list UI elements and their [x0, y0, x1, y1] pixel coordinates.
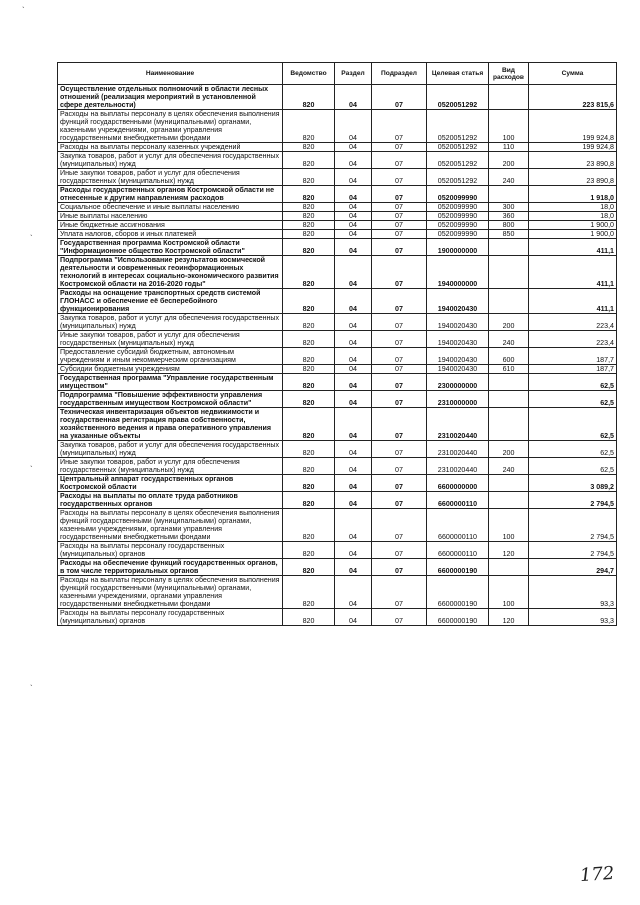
budget-table: [57, 62, 617, 626]
cell-podrazdel: 07: [372, 314, 427, 331]
table-row: [58, 169, 617, 186]
cell-sum: 2 794,5: [529, 542, 617, 559]
cell-sum: 62,5: [529, 441, 617, 458]
cell-name: Закупка товаров, работ и услуг для обеспечения государственных (муниципальных) нужд: [58, 441, 283, 458]
cell-target-article: 0520099990: [427, 230, 489, 239]
cell-name: Расходы на выплаты по оплате труда работников государственных органов: [58, 492, 283, 509]
cell-vedomstvo: 820: [283, 221, 335, 230]
cell-expense-type: 300: [489, 203, 529, 212]
table-row: [58, 576, 617, 609]
cell-vedomstvo: 820: [283, 152, 335, 169]
table-header-row: [58, 63, 617, 85]
margin-mark: `: [30, 465, 33, 474]
cell-podrazdel: 07: [372, 441, 427, 458]
cell-expense-type: 850: [489, 230, 529, 239]
table-row: [58, 256, 617, 289]
cell-vedomstvo: 820: [283, 559, 335, 576]
table-row: [58, 289, 617, 314]
table-row: [58, 509, 617, 542]
cell-expense-type: 100: [489, 110, 529, 143]
cell-razdel: 04: [335, 314, 372, 331]
table-row: [58, 239, 617, 256]
cell-expense-type: 800: [489, 221, 529, 230]
header-vedomstvo: Ведомство: [283, 63, 335, 85]
cell-razdel: 04: [335, 509, 372, 542]
cell-podrazdel: 07: [372, 408, 427, 441]
cell-vedomstvo: 820: [283, 169, 335, 186]
margin-mark: `: [30, 684, 33, 693]
cell-target-article: 6600000110: [427, 492, 489, 509]
cell-razdel: 04: [335, 110, 372, 143]
cell-sum: 294,7: [529, 559, 617, 576]
cell-vedomstvo: 820: [283, 143, 335, 152]
cell-vedomstvo: 820: [283, 85, 335, 110]
cell-expense-type: [489, 475, 529, 492]
cell-name: Закупка товаров, работ и услуг для обеспечения государственных (муниципальных) нужд: [58, 152, 283, 169]
cell-razdel: 04: [335, 143, 372, 152]
cell-podrazdel: 07: [372, 509, 427, 542]
cell-razdel: 04: [335, 374, 372, 391]
cell-target-article: 6600000190: [427, 559, 489, 576]
cell-sum: 3 089,2: [529, 475, 617, 492]
cell-podrazdel: 07: [372, 212, 427, 221]
cell-expense-type: 240: [489, 331, 529, 348]
cell-vedomstvo: 820: [283, 441, 335, 458]
cell-expense-type: 200: [489, 152, 529, 169]
cell-target-article: 6600000190: [427, 576, 489, 609]
cell-name: Центральный аппарат государственных органов Костромской области: [58, 475, 283, 492]
header-target-article: Целевая статья: [427, 63, 489, 85]
cell-vedomstvo: 820: [283, 203, 335, 212]
table-body: [58, 85, 617, 626]
cell-expense-type: 100: [489, 509, 529, 542]
cell-vedomstvo: 820: [283, 391, 335, 408]
cell-sum: 18,0: [529, 203, 617, 212]
cell-sum: 23 890,8: [529, 152, 617, 169]
cell-podrazdel: 07: [372, 230, 427, 239]
table-row: [58, 374, 617, 391]
cell-name: Подпрограмма "Использование результатов космической деятельности и современных геоинформационных технологий в интересах социально-экономического развития Костромской области на 2016-2020 годы": [58, 256, 283, 289]
cell-expense-type: 110: [489, 143, 529, 152]
cell-target-article: 0520051292: [427, 85, 489, 110]
table-row: [58, 314, 617, 331]
cell-vedomstvo: 820: [283, 374, 335, 391]
cell-expense-type: [489, 492, 529, 509]
cell-expense-type: 200: [489, 441, 529, 458]
cell-name: Расходы на выплаты персоналу в целях обеспечения выполнения функций государственными (муниципальными) органами, казенными учреждениями, органами управления государственными внебюджетными фондами: [58, 576, 283, 609]
cell-target-article: 6600000110: [427, 542, 489, 559]
cell-target-article: 1940020430: [427, 314, 489, 331]
cell-expense-type: [489, 256, 529, 289]
cell-expense-type: 240: [489, 458, 529, 475]
cell-sum: 187,7: [529, 365, 617, 374]
table-row: [58, 475, 617, 492]
cell-target-article: 0520051292: [427, 143, 489, 152]
cell-name: Субсидии бюджетным учреждениям: [58, 365, 283, 374]
margin-mark: `: [30, 234, 33, 243]
cell-target-article: 1900000000: [427, 239, 489, 256]
cell-name: Подпрограмма "Повышение эффективности управления государственным имуществом Костромской области": [58, 391, 283, 408]
cell-target-article: 2310000000: [427, 391, 489, 408]
cell-vedomstvo: 820: [283, 492, 335, 509]
cell-name: Осуществление отдельных полномочий в области лесных отношений (реализация мероприятий в установленной сфере деятельности): [58, 85, 283, 110]
cell-sum: 62,5: [529, 408, 617, 441]
table-row: [58, 458, 617, 475]
cell-sum: 199 924,8: [529, 110, 617, 143]
cell-target-article: 0520051292: [427, 169, 489, 186]
cell-razdel: 04: [335, 239, 372, 256]
cell-expense-type: 600: [489, 348, 529, 365]
cell-sum: 223,4: [529, 331, 617, 348]
cell-vedomstvo: 820: [283, 230, 335, 239]
cell-vedomstvo: 820: [283, 609, 335, 626]
cell-podrazdel: 07: [372, 609, 427, 626]
header-podrazdel: Подраздел: [372, 63, 427, 85]
cell-target-article: 0520099990: [427, 186, 489, 203]
cell-podrazdel: 07: [372, 458, 427, 475]
cell-podrazdel: 07: [372, 391, 427, 408]
cell-sum: 1 918,0: [529, 186, 617, 203]
table-row: [58, 542, 617, 559]
cell-expense-type: [489, 85, 529, 110]
table-row: [58, 152, 617, 169]
cell-razdel: 04: [335, 609, 372, 626]
cell-name: Иные закупки товаров, работ и услуг для обеспечения государственных (муниципальных) нужд: [58, 458, 283, 475]
cell-vedomstvo: 820: [283, 212, 335, 221]
cell-name: Техническая инвентаризация объектов недвижимости и государственная регистрация права собственности, хозяйственного ведения и права оперативного управления на указанные объекты: [58, 408, 283, 441]
cell-vedomstvo: 820: [283, 475, 335, 492]
cell-razdel: 04: [335, 348, 372, 365]
cell-sum: 199 924,8: [529, 143, 617, 152]
cell-target-article: 1940000000: [427, 256, 489, 289]
cell-target-article: 0520099990: [427, 221, 489, 230]
cell-name: Уплата налогов, сборов и иных платежей: [58, 230, 283, 239]
table-row: [58, 365, 617, 374]
header-expense-type: Вид расходов: [489, 63, 529, 85]
cell-podrazdel: 07: [372, 475, 427, 492]
page-number: 172: [578, 862, 615, 887]
table-row: [58, 559, 617, 576]
cell-target-article: 1940020430: [427, 289, 489, 314]
cell-expense-type: [489, 289, 529, 314]
table-row: [58, 492, 617, 509]
cell-podrazdel: 07: [372, 110, 427, 143]
cell-target-article: 1940020430: [427, 365, 489, 374]
table-row: [58, 331, 617, 348]
cell-podrazdel: 07: [372, 289, 427, 314]
cell-target-article: 2310020440: [427, 458, 489, 475]
cell-sum: 2 794,5: [529, 509, 617, 542]
cell-target-article: 0520099990: [427, 203, 489, 212]
table-row: [58, 609, 617, 626]
cell-vedomstvo: 820: [283, 365, 335, 374]
cell-vedomstvo: 820: [283, 239, 335, 256]
cell-expense-type: 610: [489, 365, 529, 374]
cell-target-article: 2310020440: [427, 441, 489, 458]
cell-name: Расходы на обеспечение функций государственных органов, в том числе территориальных органов: [58, 559, 283, 576]
cell-sum: 411,1: [529, 256, 617, 289]
header-razdel: Раздел: [335, 63, 372, 85]
cell-podrazdel: 07: [372, 256, 427, 289]
cell-sum: 1 900,0: [529, 230, 617, 239]
cell-name: Расходы на выплаты персоналу государственных (муниципальных) органов: [58, 609, 283, 626]
cell-target-article: 2300000000: [427, 374, 489, 391]
cell-sum: 187,7: [529, 348, 617, 365]
cell-sum: 223,4: [529, 314, 617, 331]
table-row: [58, 85, 617, 110]
cell-sum: 62,5: [529, 391, 617, 408]
table-row: [58, 230, 617, 239]
cell-podrazdel: 07: [372, 492, 427, 509]
cell-target-article: 1940020430: [427, 348, 489, 365]
cell-name: Государственная программа Костромской области "Информационное общество Костромской области": [58, 239, 283, 256]
table-row: [58, 110, 617, 143]
cell-sum: 62,5: [529, 374, 617, 391]
cell-expense-type: [489, 559, 529, 576]
cell-target-article: 6600000000: [427, 475, 489, 492]
cell-razdel: 04: [335, 186, 372, 203]
cell-razdel: 04: [335, 492, 372, 509]
cell-razdel: 04: [335, 365, 372, 374]
table-row: [58, 348, 617, 365]
cell-expense-type: 360: [489, 212, 529, 221]
cell-target-article: 0520051292: [427, 152, 489, 169]
cell-sum: 2 794,5: [529, 492, 617, 509]
table-row: [58, 203, 617, 212]
cell-podrazdel: 07: [372, 559, 427, 576]
cell-podrazdel: 07: [372, 221, 427, 230]
cell-podrazdel: 07: [372, 186, 427, 203]
cell-target-article: 6600000110: [427, 509, 489, 542]
cell-razdel: 04: [335, 542, 372, 559]
cell-expense-type: 200: [489, 314, 529, 331]
cell-target-article: 2310020440: [427, 408, 489, 441]
cell-podrazdel: 07: [372, 348, 427, 365]
cell-vedomstvo: 820: [283, 458, 335, 475]
cell-name: Государственная программа "Управление государственным имуществом": [58, 374, 283, 391]
cell-sum: 93,3: [529, 609, 617, 626]
cell-razdel: 04: [335, 230, 372, 239]
cell-vedomstvo: 820: [283, 331, 335, 348]
margin-mark: `: [22, 6, 25, 15]
cell-podrazdel: 07: [372, 374, 427, 391]
cell-podrazdel: 07: [372, 331, 427, 348]
cell-target-article: 0520099990: [427, 212, 489, 221]
cell-podrazdel: 07: [372, 542, 427, 559]
cell-vedomstvo: 820: [283, 110, 335, 143]
cell-razdel: 04: [335, 212, 372, 221]
cell-sum: 93,3: [529, 576, 617, 609]
cell-expense-type: [489, 391, 529, 408]
cell-sum: 411,1: [529, 239, 617, 256]
cell-podrazdel: 07: [372, 152, 427, 169]
cell-expense-type: 120: [489, 542, 529, 559]
cell-razdel: 04: [335, 203, 372, 212]
cell-sum: 411,1: [529, 289, 617, 314]
cell-razdel: 04: [335, 85, 372, 110]
table-row: [58, 441, 617, 458]
cell-razdel: 04: [335, 391, 372, 408]
cell-name: Социальное обеспечение и иные выплаты населению: [58, 203, 283, 212]
cell-name: Иные закупки товаров, работ и услуг для обеспечения государственных (муниципальных) нужд: [58, 331, 283, 348]
cell-podrazdel: 07: [372, 576, 427, 609]
cell-expense-type: 120: [489, 609, 529, 626]
cell-vedomstvo: 820: [283, 314, 335, 331]
cell-vedomstvo: 820: [283, 408, 335, 441]
cell-razdel: 04: [335, 256, 372, 289]
cell-name: Иные закупки товаров, работ и услуг для обеспечения государственных (муниципальных) нужд: [58, 169, 283, 186]
cell-razdel: 04: [335, 458, 372, 475]
table-row: [58, 408, 617, 441]
table-row: [58, 186, 617, 203]
cell-razdel: 04: [335, 559, 372, 576]
cell-sum: 18,0: [529, 212, 617, 221]
cell-razdel: 04: [335, 331, 372, 348]
cell-vedomstvo: 820: [283, 289, 335, 314]
cell-vedomstvo: 820: [283, 509, 335, 542]
cell-expense-type: 100: [489, 576, 529, 609]
table-row: [58, 212, 617, 221]
cell-vedomstvo: 820: [283, 348, 335, 365]
cell-expense-type: [489, 408, 529, 441]
cell-razdel: 04: [335, 152, 372, 169]
cell-name: Расходы на оснащение транспортных средств системой ГЛОНАСС и обеспечение её бесперебойного функционирования: [58, 289, 283, 314]
cell-vedomstvo: 820: [283, 542, 335, 559]
cell-razdel: 04: [335, 441, 372, 458]
cell-sum: 62,5: [529, 458, 617, 475]
cell-name: Расходы на выплаты персоналу казенных учреждений: [58, 143, 283, 152]
cell-name: Расходы на выплаты персоналу в целях обеспечения выполнения функций государственными (муниципальными) органами, казенными учреждениями, органами управления государственными внебюджетными фондами: [58, 509, 283, 542]
cell-sum: 223 815,6: [529, 85, 617, 110]
cell-name: Расходы государственных органов Костромской области не отнесенные к другим направлениям расходов: [58, 186, 283, 203]
cell-razdel: 04: [335, 221, 372, 230]
cell-razdel: 04: [335, 408, 372, 441]
table-row: [58, 143, 617, 152]
cell-expense-type: [489, 239, 529, 256]
cell-razdel: 04: [335, 169, 372, 186]
cell-expense-type: [489, 374, 529, 391]
cell-razdel: 04: [335, 289, 372, 314]
cell-vedomstvo: 820: [283, 186, 335, 203]
cell-podrazdel: 07: [372, 85, 427, 110]
cell-vedomstvo: 820: [283, 576, 335, 609]
cell-name: Расходы на выплаты персоналу в целях обеспечения выполнения функций государственными (муниципальными) органами, казенными учреждениями, органами управления государственными внебюджетными фондами: [58, 110, 283, 143]
header-name: Наименование: [58, 63, 283, 85]
cell-name: Предоставление субсидий бюджетным, автономным учреждениям и иным некоммерческим организациям: [58, 348, 283, 365]
cell-name: Иные выплаты населению: [58, 212, 283, 221]
cell-podrazdel: 07: [372, 203, 427, 212]
cell-expense-type: 240: [489, 169, 529, 186]
cell-expense-type: [489, 186, 529, 203]
cell-name: Закупка товаров, работ и услуг для обеспечения государственных (муниципальных) нужд: [58, 314, 283, 331]
cell-podrazdel: 07: [372, 143, 427, 152]
cell-razdel: 04: [335, 475, 372, 492]
cell-podrazdel: 07: [372, 239, 427, 256]
table-row: [58, 391, 617, 408]
cell-name: Иные бюджетные ассигнования: [58, 221, 283, 230]
cell-vedomstvo: 820: [283, 256, 335, 289]
cell-sum: 1 900,0: [529, 221, 617, 230]
table-row: [58, 221, 617, 230]
header-sum: Сумма: [529, 63, 617, 85]
cell-target-article: 0520051292: [427, 110, 489, 143]
cell-sum: 23 890,8: [529, 169, 617, 186]
cell-razdel: 04: [335, 576, 372, 609]
cell-name: Расходы на выплаты персоналу государственных (муниципальных) органов: [58, 542, 283, 559]
cell-podrazdel: 07: [372, 365, 427, 374]
cell-target-article: 1940020430: [427, 331, 489, 348]
cell-target-article: 6600000190: [427, 609, 489, 626]
cell-podrazdel: 07: [372, 169, 427, 186]
